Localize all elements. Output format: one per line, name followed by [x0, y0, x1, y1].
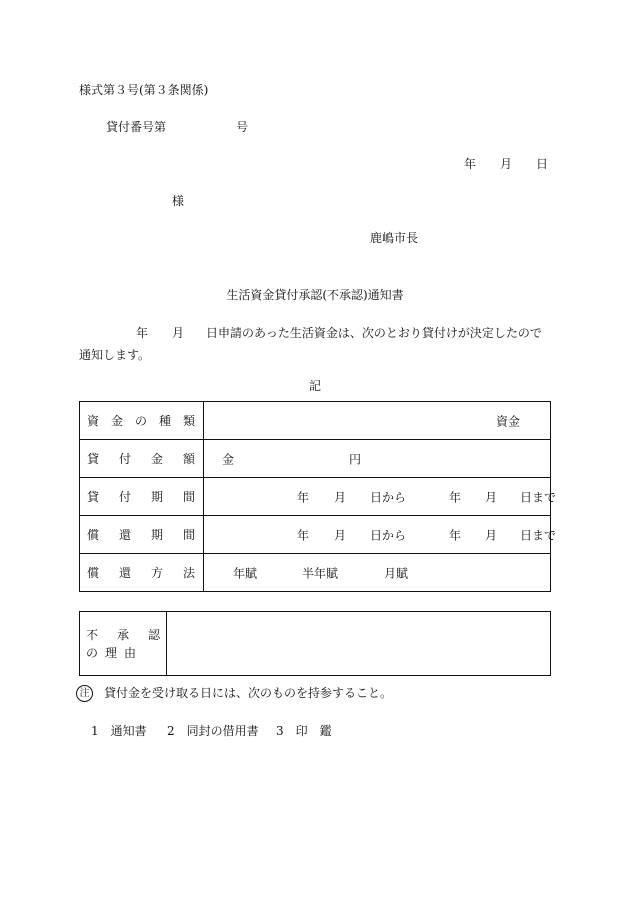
rejection-reason-table [79, 611, 551, 676]
table-row [80, 440, 551, 478]
loan-number-prefix: 貸付番号第 [106, 120, 167, 134]
body-paragraph [79, 322, 551, 366]
recipient-honorific: 様 [172, 194, 185, 208]
repayment-period-label: 償 還 期 間 [80, 516, 204, 554]
fund-suffix: 資金 [496, 414, 521, 428]
fund-type-value [204, 402, 551, 440]
monthly-option: 月賦 [384, 566, 409, 580]
fund-type-label: 資 金 の 種 類 [80, 402, 204, 440]
loan-amount-label: 貸 付 金 額 [80, 440, 204, 478]
note-mark-icon: 注 [76, 685, 93, 702]
table-row [80, 402, 551, 440]
table-row [80, 478, 551, 516]
issuer-name: 鹿嶋市長 [370, 231, 419, 245]
list-item: 3 印 鑑 [276, 724, 332, 738]
loan-number-line [106, 121, 248, 133]
semiannual-option: 半年賦 [302, 566, 339, 580]
amount-prefix: 金 [222, 452, 235, 466]
body-month: 月 [172, 326, 185, 340]
loan-period-label: 貸 付 期 間 [80, 478, 204, 516]
form-number: 様式第３号(第３条関係) [79, 83, 209, 97]
repayment-method-label: 償 還 方 法 [80, 554, 204, 592]
repayment-method-value [204, 554, 551, 592]
loan-number-suffix: 号 [236, 120, 249, 134]
annual-option: 年賦 [233, 566, 258, 580]
table-row [80, 612, 551, 676]
date-month: 月 [500, 157, 513, 171]
table-row [80, 516, 551, 554]
body-text: 日申請のあった生活資金は、次のとおり貸付けが決定したので通知します。 [79, 326, 542, 362]
date-year: 年 [464, 157, 477, 171]
table-row [80, 554, 551, 592]
rejection-reason-label: 不 承 認 の 理 由 [80, 612, 167, 676]
loan-amount-value [204, 440, 551, 478]
list-item: 1 通知書 [91, 724, 147, 738]
issue-date [464, 158, 548, 170]
list-item: 2 同封の借用書 [167, 724, 259, 738]
amount-unit: 円 [349, 452, 362, 466]
ki-heading: 記 [308, 379, 321, 393]
loan-period-value: 年 月 日から 年 月 日まで [204, 478, 551, 516]
body-year: 年 [136, 326, 149, 340]
document-title: 生活資金貸付承認(不承認)通知書 [226, 288, 404, 302]
required-items-list [91, 725, 332, 737]
loan-details-table [79, 401, 557, 592]
repayment-period-value: 年 月 日から 年 月 日まで [204, 516, 551, 554]
note-text: 貸付金を受け取る日には、次のものを持参すること。 [104, 686, 393, 700]
rejection-reason-value [167, 612, 551, 676]
date-day: 日 [536, 157, 549, 171]
